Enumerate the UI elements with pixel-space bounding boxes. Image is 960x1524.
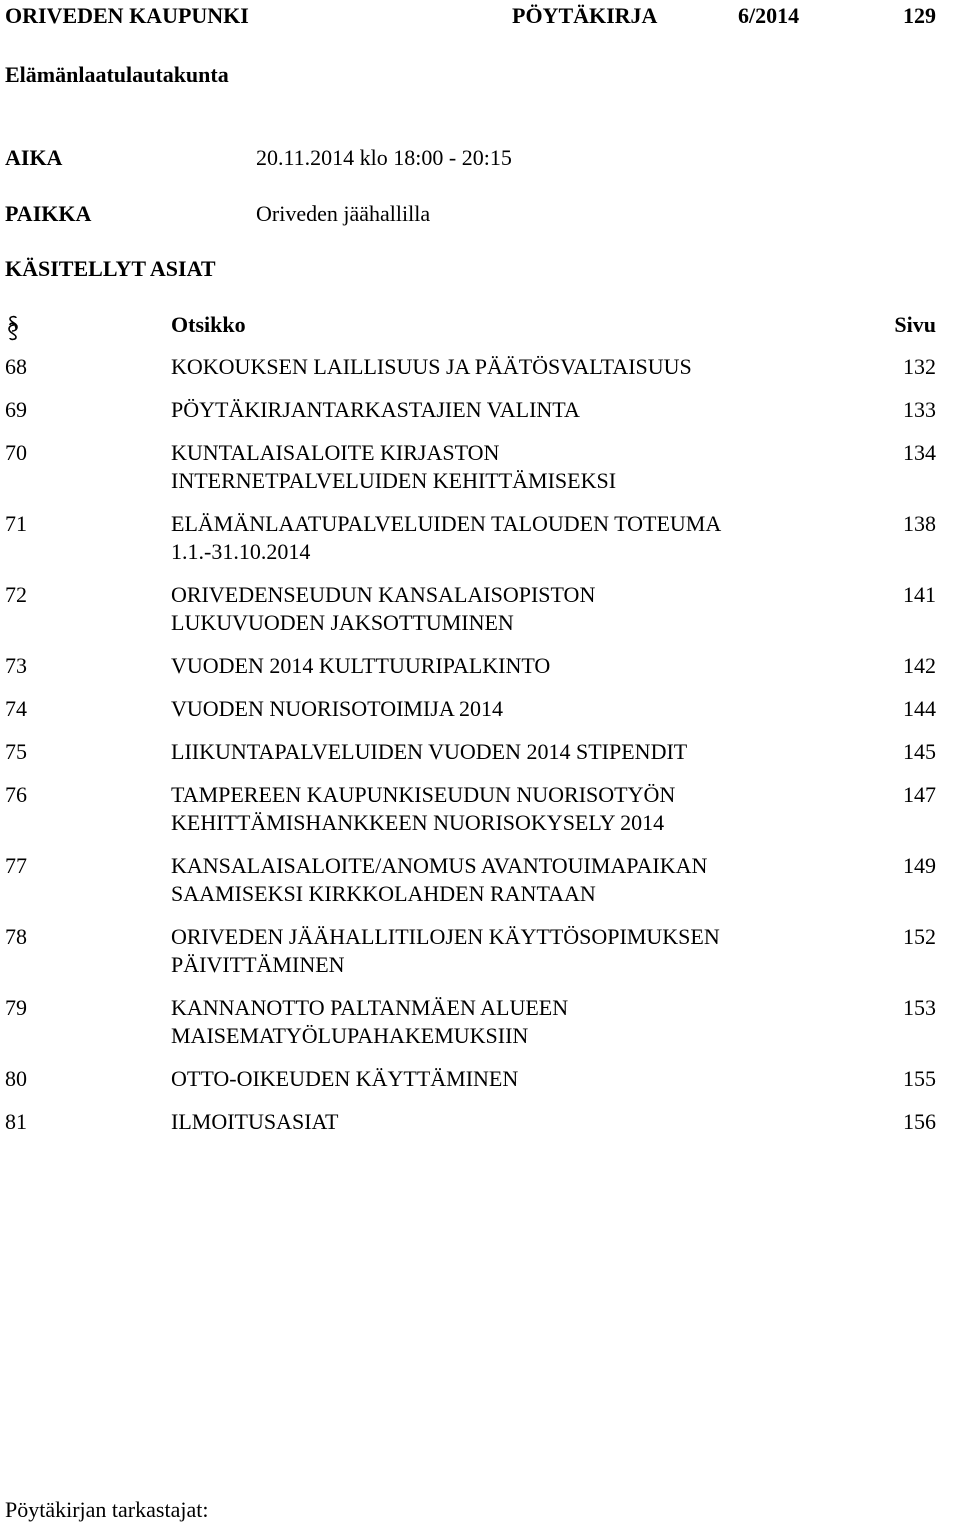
toc-item-title: VUODEN NUORISOTOIMIJA 2014 (171, 696, 504, 721)
toc-item-number: 75 (5, 739, 27, 764)
toc-item-title: KANNANOTTO PALTANMÄEN ALUEEN MAISEMATYÖLUPAHAKEMUKSIIN (171, 995, 569, 1048)
toc-item-number: 78 (5, 924, 27, 949)
toc-item-title: PÖYTÄKIRJANTARKASTAJIEN VALINTA (171, 397, 580, 422)
toc-item-title: ILMOITUSASIAT (171, 1109, 339, 1134)
toc-item-number: 68 (5, 354, 27, 379)
toc-item-page: 141 (903, 582, 936, 607)
place-value: Oriveden jäähallilla (256, 201, 431, 226)
toc-item-title: KANSALAISALOITE/ANOMUS AVANTOUIMAPAIKAN SAAMISEKSI KIRKKOLAHDEN RANTAAN (171, 853, 708, 906)
toc-item-number: 79 (5, 995, 27, 1020)
time-value: 20.11.2014 klo 18:00 - 20:15 (256, 145, 512, 170)
toc-item-page: 134 (903, 440, 936, 465)
toc-item-number: 72 (5, 582, 27, 607)
toc-item-page: 152 (903, 924, 936, 949)
toc-item-title: ELÄMÄNLAATUPALVELUIDEN TALOUDEN TOTEUMA 1.1.-31.10.2014 (171, 511, 721, 564)
place-label: PAIKKA (5, 201, 92, 226)
toc-item-title: KUNTALAISALOITE KIRJASTON INTERNETPALVELUIDEN KEHITTÄMISEKSI (171, 440, 617, 493)
toc-item-page: 145 (903, 739, 936, 764)
toc-item-number: 77 (5, 853, 27, 878)
toc-item-page: 138 (903, 511, 936, 536)
toc-item-page: 156 (903, 1109, 936, 1134)
toc-item-number: 73 (5, 653, 27, 678)
toc-item-page: 153 (903, 995, 936, 1020)
toc-column-page: Sivu (894, 312, 936, 337)
issue-number: 6/2014 (738, 3, 800, 28)
toc-item-number: 76 (5, 782, 27, 807)
toc-item-number: 71 (5, 511, 27, 536)
section-sign-icon (6, 314, 20, 342)
toc-item-title: VUODEN 2014 KULTTUURIPALKINTO (171, 653, 551, 678)
toc-item-title: KOKOUKSEN LAILLISUUS JA PÄÄTÖSVALTAISUUS (171, 354, 692, 379)
toc-item-page: 147 (903, 782, 936, 807)
toc-item-number: 74 (5, 696, 27, 721)
toc-column-title: Otsikko (171, 312, 246, 337)
toc-item-title: LIIKUNTAPALVELUIDEN VUODEN 2014 STIPENDIT (171, 739, 688, 764)
page-number: 129 (903, 3, 936, 28)
toc-item-title: TAMPEREEN KAUPUNKISEUDUN NUORISOTYÖN KEHITTÄMISHANKKEEN NUORISOKYSELY 2014 (171, 782, 676, 835)
toc-item-title: OTTO-OIKEUDEN KÄYTTÄMINEN (171, 1066, 519, 1091)
toc-item-page: 144 (903, 696, 936, 721)
toc-item-title: ORIVEDEN JÄÄHALLITILOJEN KÄYTTÖSOPIMUKSEN PÄIVITTÄMINEN (171, 924, 720, 977)
document-type: PÖYTÄKIRJA (512, 3, 658, 28)
toc-item-page: 132 (903, 354, 936, 379)
reviewers-label: Pöytäkirjan tarkastajat: (5, 1497, 209, 1522)
toc-item-page: 142 (903, 653, 936, 678)
toc-item-page: 133 (903, 397, 936, 422)
toc-item-title: ORIVEDENSEUDUN KANSALAISOPISTON LUKUVUODEN JAKSOTTUMINEN (171, 582, 596, 635)
toc-item-page: 155 (903, 1066, 936, 1091)
toc-item-number: 80 (5, 1066, 27, 1091)
toc-item-number: 70 (5, 440, 27, 465)
toc-heading: KÄSITELLYT ASIAT (5, 256, 216, 281)
toc-item-page: 149 (903, 853, 936, 878)
organization-name: ORIVEDEN KAUPUNKI (5, 3, 249, 28)
time-label: AIKA (5, 145, 63, 170)
committee-name: Elämänlaatulautakunta (5, 62, 229, 87)
toc-item-number: 81 (5, 1109, 27, 1134)
toc-item-number: 69 (5, 397, 27, 422)
